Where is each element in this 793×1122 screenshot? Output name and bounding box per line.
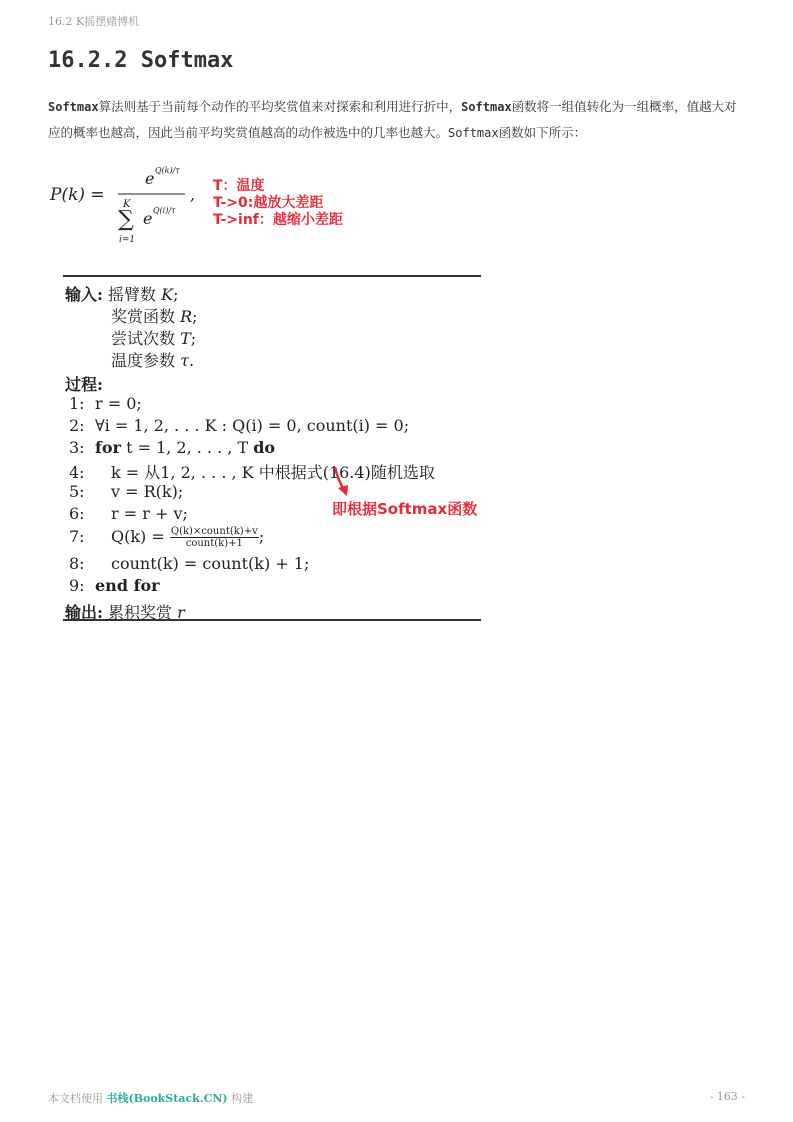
input-text: 尝试次数 bbox=[111, 329, 181, 348]
footer-suffix: 构建 bbox=[227, 1092, 254, 1105]
sum-sign: ∑ bbox=[118, 207, 134, 232]
input-row bbox=[111, 304, 198, 327]
fraction-numerator: Q(k)×count(k)+v bbox=[170, 526, 258, 537]
line-number: 8: bbox=[69, 554, 85, 573]
para-text-1: 算法则基于当前每个动作的平均奖赏值来对探索和利用进行折中， bbox=[98, 99, 462, 114]
input-text: 奖赏函数 bbox=[111, 307, 181, 326]
para-text-2: 函数将一组值转化为一组概率，值越大对应的概率也越高，因此当前平均奖赏值越高的动作被选中的几率也越大。 bbox=[48, 99, 737, 140]
algorithm-bottom-rule bbox=[63, 619, 481, 621]
input-text: 温度参数 bbox=[111, 351, 181, 370]
line-keyword: end for bbox=[95, 576, 160, 595]
input-end: . bbox=[188, 351, 195, 370]
line-number: 2: bbox=[69, 416, 85, 435]
input-var: R bbox=[180, 307, 193, 326]
input-row bbox=[111, 348, 194, 371]
algorithm-top-rule bbox=[63, 275, 481, 277]
input-end: ; bbox=[192, 307, 198, 326]
line-number: 1: bbox=[69, 394, 85, 413]
line-number: 6: bbox=[69, 504, 85, 523]
line-text: r = r + v; bbox=[111, 504, 188, 523]
line-number: 7: bbox=[69, 527, 85, 546]
line-text: r = 0; bbox=[95, 394, 142, 413]
algorithm-line bbox=[69, 416, 409, 435]
term-softmax: Softmax bbox=[48, 100, 99, 114]
algorithm-line bbox=[69, 504, 188, 523]
running-header: 16.2 K摇摆赌博机 bbox=[48, 15, 140, 28]
input-var: T bbox=[180, 329, 191, 348]
input-row bbox=[65, 282, 178, 305]
intro-paragraph bbox=[48, 94, 748, 146]
algorithm-line bbox=[69, 526, 264, 549]
output-label: 输出: bbox=[65, 603, 103, 622]
bookstack-link[interactable]: 书栈(BookStack.CN) bbox=[106, 1092, 228, 1105]
line-number: 3: bbox=[69, 438, 85, 457]
line-number: 9: bbox=[69, 576, 85, 595]
line-text: Q(k) = bbox=[111, 527, 170, 546]
line-text: k = 从1, 2, . . . , K 中根据式(16.4)随机选取 bbox=[111, 463, 435, 482]
para-text-3: 函数如下所示： bbox=[498, 125, 587, 140]
algorithm-line bbox=[69, 554, 309, 573]
sum-bottom: i=1 bbox=[119, 235, 136, 245]
line-text: t = 1, 2, . . . , T bbox=[120, 438, 254, 457]
arrow-down-icon bbox=[332, 466, 352, 498]
update-fraction bbox=[170, 526, 259, 549]
softmax-arrow-note: 即根据Softmax函数 bbox=[332, 500, 478, 518]
line-number: 5: bbox=[69, 482, 85, 501]
line-text: count(k) = count(k) + 1; bbox=[111, 554, 310, 573]
fraction-denominator: count(k)+1 bbox=[185, 538, 243, 549]
term-softmax: Softmax bbox=[448, 126, 499, 140]
softmax-formula bbox=[45, 160, 215, 250]
line-end: ; bbox=[258, 527, 265, 546]
footer-prefix: 本文档使用 bbox=[48, 1092, 107, 1105]
input-var: K bbox=[161, 285, 174, 304]
algorithm-line bbox=[69, 576, 160, 595]
line-text: ∀i = 1, 2, . . . K : Q(i) = 0, count(i) = 0; bbox=[95, 416, 410, 435]
annotation-line: T->inf：越缩小差距 bbox=[213, 212, 343, 228]
denominator-base: e bbox=[143, 209, 153, 228]
section-title: 16.2.2 Softmax bbox=[48, 48, 234, 73]
line-keyword: for bbox=[95, 438, 121, 457]
algorithm-line bbox=[69, 438, 275, 457]
output-text: 累积奖赏 bbox=[108, 603, 178, 622]
line-number: 4: bbox=[69, 463, 85, 482]
algorithm-line bbox=[69, 460, 435, 483]
input-row bbox=[111, 326, 196, 349]
annotation-line: T->0:越放大差距 bbox=[213, 195, 324, 211]
numerator-exp: Q(k)/τ bbox=[155, 166, 180, 175]
page-number: - 163 - bbox=[709, 1090, 745, 1103]
input-end: ; bbox=[190, 329, 197, 348]
formula-lhs: P(k) = bbox=[50, 185, 105, 205]
algorithm-line bbox=[69, 394, 142, 413]
input-text: 摇臂数 bbox=[108, 285, 162, 304]
formula-comma: , bbox=[190, 185, 196, 204]
temperature-annotations bbox=[213, 178, 343, 229]
softmax-figure bbox=[45, 160, 505, 630]
line-text: v = R(k); bbox=[111, 482, 184, 501]
denominator-exp: Q(i)/τ bbox=[153, 206, 176, 215]
input-end: ; bbox=[173, 285, 179, 304]
algorithm-line bbox=[69, 482, 183, 501]
annotation-line: T：温度 bbox=[213, 178, 265, 194]
sum-top: K bbox=[123, 199, 131, 210]
line-keyword: do bbox=[253, 438, 276, 457]
term-softmax: Softmax bbox=[461, 100, 512, 114]
footer-credit bbox=[48, 1090, 253, 1106]
input-label: 输入: bbox=[65, 285, 103, 304]
input-var: τ bbox=[180, 351, 189, 370]
numerator-base: e bbox=[145, 169, 155, 188]
output-var: r bbox=[177, 603, 185, 622]
process-label: 过程: bbox=[65, 375, 103, 394]
